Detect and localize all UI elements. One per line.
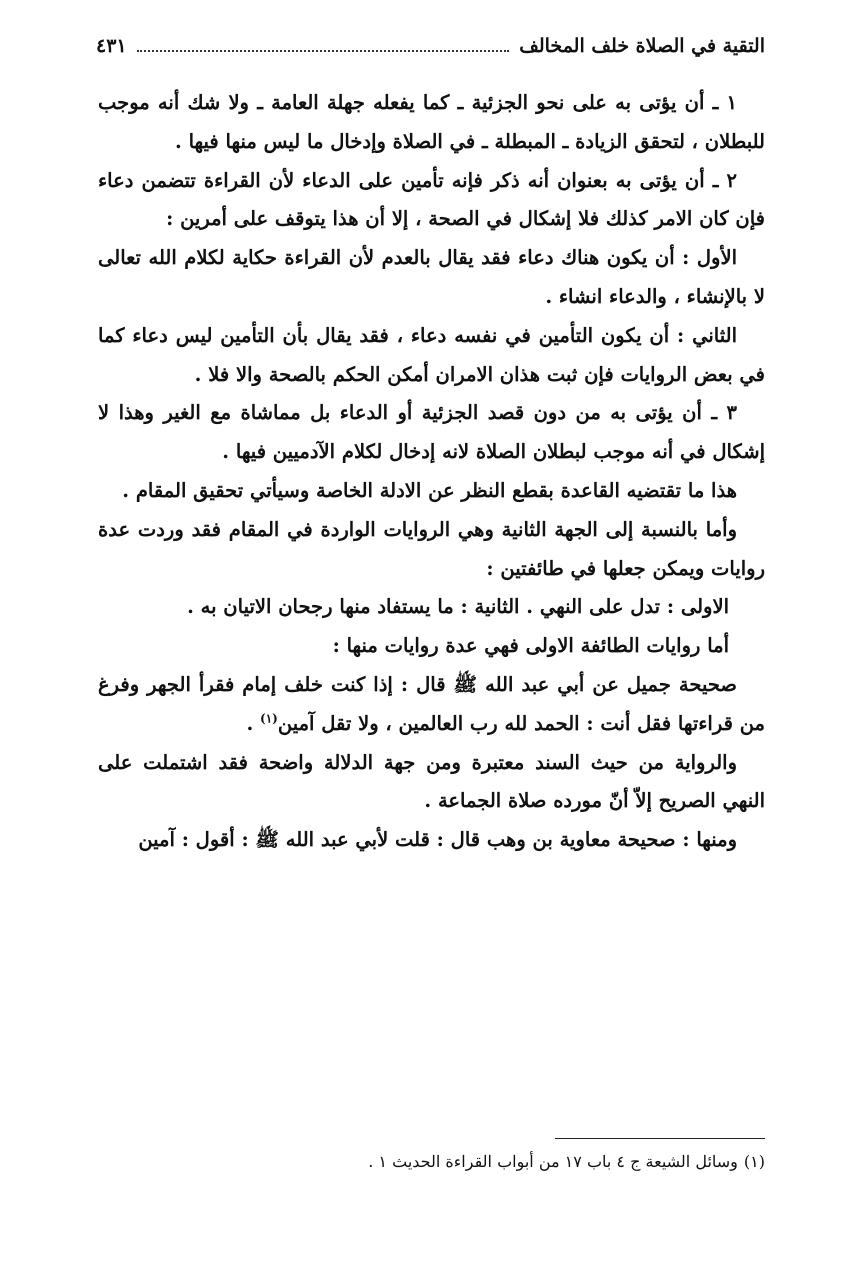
paragraph-muawiya-narration: ومنها : صحيحة معاوية بن وهب قال : قلت لأبي عبد الله ﷺ : أقول : آمين [138, 828, 737, 852]
footnote-divider [555, 1138, 765, 1139]
paragraph-two-groups: الاولى : تدل على النهي . الثانية : ما يستفاد منها رجحان الاتيان به . [187, 595, 729, 619]
paragraph-second-matter: الثاني : أن يكون التأمين في نفسه دعاء ، فقد يقال بأن التأمين ليس دعاء كما في بعض الروايات فإن ثبت هذان الامران أمكن الحكم بالصحة والا فلا . [98, 323, 765, 386]
header-dot-leader [137, 50, 510, 52]
page-number: ٤٣١ [96, 35, 127, 57]
paragraph-point-3: ٣ ـ أن يؤتى به من دون قصد الجزئية أو الدعاء بل مماشاة مع الغير وهذا لا إشكال في أنه موجب لبطلان الصلاة لانه إدخال لكلام الآدميين فيها . [98, 401, 765, 464]
chapter-title: التقية في الصلاة خلف المخالف [519, 35, 765, 57]
paragraph-narration-analysis: والرواية من حيث السند معتبرة ومن جهة الدلالة واضحة فقد اشتملت على النهي الصريح إلاّ أنّ مورده صلاة الجماعة . [98, 750, 765, 813]
paragraph-first-group-intro: أما روايات الطائفة الاولى فهي عدة روايات منها : [332, 634, 729, 658]
paragraph-rule-summary: هذا ما تقتضيه القاعدة بقطع النظر عن الادلة الخاصة وسيأتي تحقيق المقام . [122, 478, 737, 502]
paragraph-point-2: ٢ ـ أن يؤتى به بعنوان أنه ذكر فإنه تأمين على الدعاء لأن القراءة تتضمن دعاء فإن كان الامر كذلك فلا إشكال في الصحة ، إلا أن هذا يتوقف على أمرين : [98, 168, 765, 231]
main-text [98, 84, 765, 860]
paragraph-jamil-narration [98, 666, 765, 744]
footnote [98, 1150, 765, 1174]
paragraph-second-aspect: وأما بالنسبة إلى الجهة الثانية وهي الروايات الواردة في المقام فقد وردت عدة روايات ويمكن جعلها في طائفتين : [98, 517, 765, 580]
paragraph-first-matter: الأول : أن يكون هناك دعاء فقد يقال بالعدم لأن القراءة حكاية لكلام الله تعالى لا بالإنشاء ، والدعاء انشاء . [98, 246, 765, 308]
narration-end-punct: . [246, 711, 261, 735]
footnote-reference[interactable]: (١) [260, 711, 278, 726]
paragraph-point-1: ١ ـ أن يؤتى به على نحو الجزئية ـ كما يفعله جهلة العامة ـ ولا شك أنه موجب للبطلان ، لتحقق الزيادة ـ المبطلة ـ في الصلاة وإدخال ما ليس منها فيها . [98, 91, 765, 153]
footnote-text: وسائل الشيعة ج ٤ باب ١٧ من أبواب القراءة الحديث ١ . [368, 1152, 738, 1171]
running-header [96, 28, 765, 64]
jamil-narration-text: صحيحة جميل عن أبي عبد الله ﷺ قال : إذا كنت خلف إمام فقرأ الجهر وفرغ من قراءتها فقل أنت : الحمد لله رب العالمين ، ولا تقل آمين [98, 672, 765, 735]
footnote-marker: (١) [743, 1152, 765, 1171]
